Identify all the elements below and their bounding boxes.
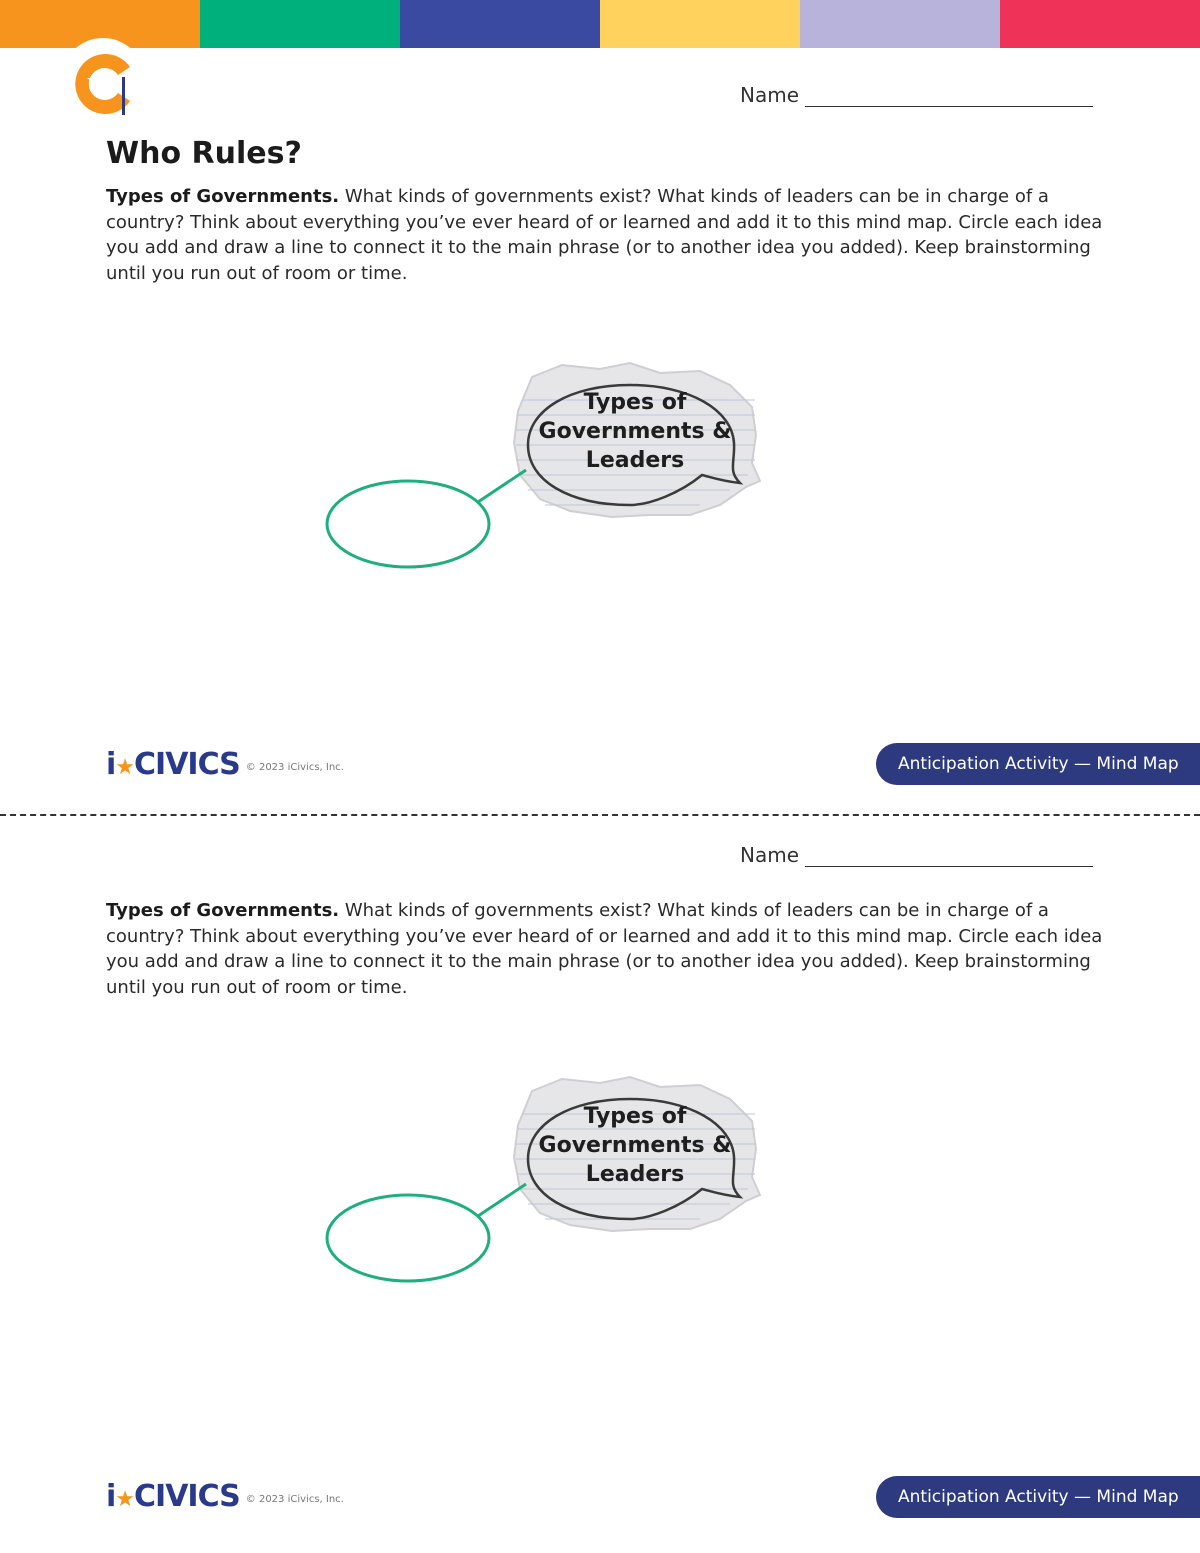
- name-blank-line[interactable]: [805, 846, 1093, 867]
- color-stripe-bar: [0, 0, 1200, 48]
- stripe-yellow: [600, 0, 800, 48]
- bubble-line-2: Governments &: [538, 1133, 732, 1158]
- instructions-bold: Types of Governments.: [106, 900, 340, 921]
- bubble-label: [530, 388, 740, 475]
- page-title: Who Rules?: [106, 136, 302, 171]
- star-icon: ★: [115, 754, 135, 780]
- bubble-line-3: Leaders: [585, 448, 685, 473]
- icivics-c-logo-icon: [58, 35, 148, 125]
- name-label: Name: [740, 83, 800, 107]
- stripe-lavender: [800, 0, 1000, 48]
- copyright: © 2023 iCivics, Inc.: [245, 761, 344, 773]
- stripe-pink: [1000, 0, 1200, 48]
- icivics-wordmark: i★CIVICS: [106, 746, 240, 782]
- activity-badge-top: Anticipation Activity — Mind Map: [876, 743, 1200, 785]
- cut-line-divider: [0, 814, 1200, 816]
- star-icon: ★: [115, 1486, 135, 1512]
- connector-line: [478, 470, 526, 502]
- mind-map-bottom: [300, 1069, 780, 1309]
- footer-brand-top: [106, 744, 344, 784]
- instructions-top: [106, 184, 1106, 286]
- connector-line: [478, 1184, 526, 1216]
- name-field-bottom[interactable]: [740, 843, 1093, 867]
- activity-badge-bottom: Anticipation Activity — Mind Map: [876, 1476, 1200, 1518]
- instructions-text: What kinds of governments exist? What kinds of leaders can be in charge of a country? Think about everything you’ve ever heard of or learned and add it to this mind map. Circle each idea you add and draw a line to connect it to the main phrase (or to another idea you added). Keep brainstorming until you run out of room or time.: [106, 900, 1103, 998]
- bubble-line-3: Leaders: [585, 1162, 685, 1187]
- name-label: Name: [740, 843, 800, 867]
- instructions-bottom: [106, 898, 1106, 1000]
- stripe-blue: [400, 0, 600, 48]
- instructions-text: What kinds of governments exist? What kinds of leaders can be in charge of a country? Think about everything you’ve ever heard of or learned and add it to this mind map. Circle each idea you add and draw a line to connect it to the main phrase (or to another idea you added). Keep brainstorming until you run out of room or time.: [106, 186, 1103, 284]
- idea-circle: [327, 1195, 489, 1281]
- name-field-top[interactable]: [740, 83, 1093, 107]
- mind-map-top: [300, 355, 780, 595]
- footer-brand-bottom: [106, 1476, 344, 1516]
- idea-circle: [327, 481, 489, 567]
- bubble-line-2: Governments &: [538, 419, 732, 444]
- stripe-green: [200, 0, 400, 48]
- copyright: © 2023 iCivics, Inc.: [245, 1493, 344, 1505]
- name-blank-line[interactable]: [805, 86, 1093, 107]
- instructions-bold: Types of Governments.: [106, 186, 340, 207]
- bubble-label: [530, 1102, 740, 1189]
- bubble-line-1: Types of: [583, 1104, 687, 1129]
- icivics-wordmark: i★CIVICS: [106, 1478, 240, 1514]
- bubble-line-1: Types of: [583, 390, 687, 415]
